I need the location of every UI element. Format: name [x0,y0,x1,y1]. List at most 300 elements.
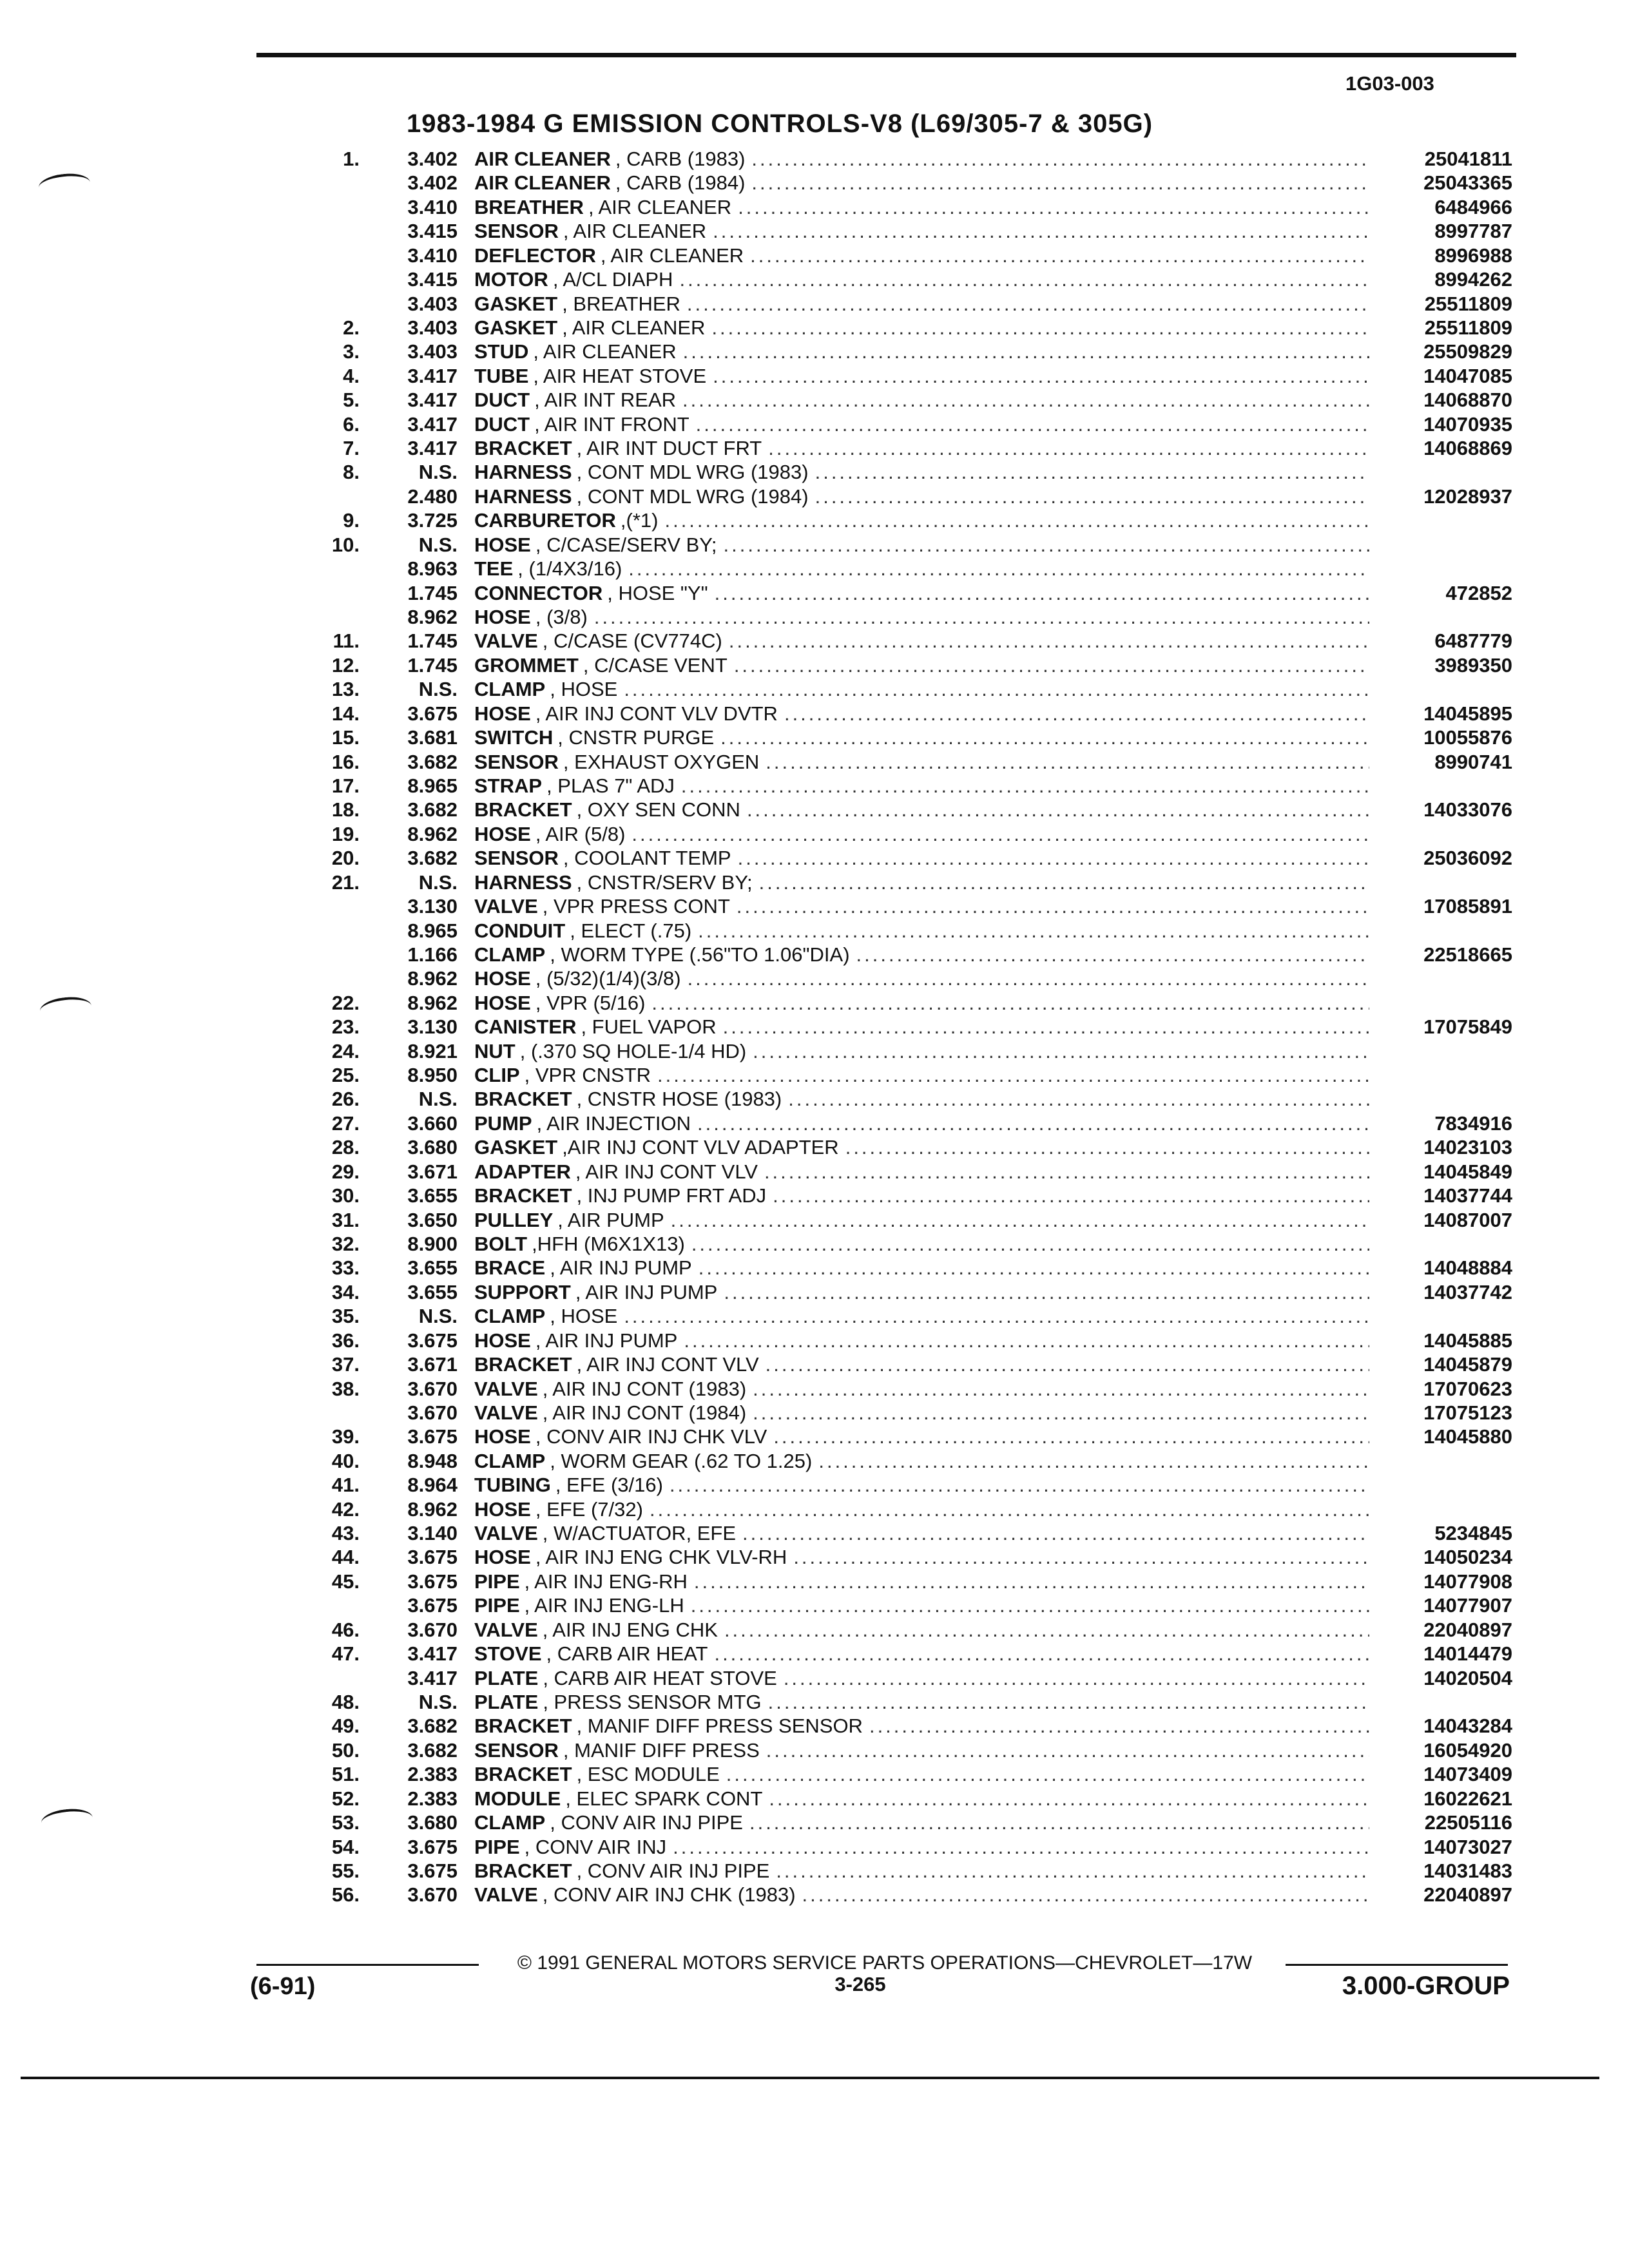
part-number: 14050234 [1423,1546,1512,1569]
part-number: 14068870 [1423,389,1512,412]
parts-row [303,1593,1518,1617]
part-spec: , BREATHER [562,292,680,315]
ref-number: 37. [331,1353,360,1376]
part-name: HARNESS [474,485,572,508]
part-description [474,1449,1369,1473]
parts-row [303,846,1518,870]
part-name: BRACKET [474,1859,572,1882]
part-number: 25041811 [1424,148,1512,170]
part-spec: , WORM GEAR (.62 TO 1.25) [550,1449,813,1472]
dot-leader [628,557,1369,581]
group-number: 3.130 [407,1015,458,1039]
part-spec: , CONV AIR INJ CHK VLV [535,1425,767,1448]
dot-leader [793,1545,1369,1569]
part-name: VALVE [474,1618,538,1641]
footer-copyright: © 1991 GENERAL MOTORS SERVICE PARTS OPERATIONS—CHEVROLET—17W [517,1952,1253,1974]
part-description [474,1593,1369,1617]
part-description [474,1015,1369,1039]
ref-number: 28. [331,1136,360,1159]
dot-leader [696,412,1369,436]
group-number: 3.415 [407,220,458,243]
part-description [474,798,1369,822]
parts-row [303,605,1518,629]
parts-list [303,147,1518,1907]
part-name: HOSE [474,1497,531,1521]
group-number: 3.410 [407,195,458,218]
part-description [474,1329,1369,1352]
dot-leader [698,919,1369,943]
ref-number: 1. [343,148,360,170]
group-number: 3.410 [407,244,458,267]
ref-number: 47. [331,1642,360,1666]
parts-row [303,702,1518,726]
group-number: 8.962 [407,1497,458,1521]
group-number: 1.166 [407,943,458,966]
part-name: VALVE [474,629,538,653]
group-number: 3.675 [407,1546,458,1569]
dot-leader [713,219,1369,243]
dot-leader [724,1618,1369,1642]
part-description [474,508,1369,532]
part-description [474,1135,1369,1159]
group-number: 3.403 [407,340,458,363]
group-number: 3.417 [407,412,458,436]
dot-leader [691,1232,1369,1256]
part-description [474,1111,1369,1135]
parts-row [303,1160,1518,1184]
group-number: 3.670 [407,1377,458,1400]
part-spec: , ESC MODULE [576,1763,720,1786]
part-description [474,1666,1369,1690]
part-name: PLATE [474,1691,539,1713]
part-description [474,1570,1369,1593]
part-spec: , AIR CLEANER [563,220,707,243]
part-name: GASKET [474,1136,558,1159]
dot-leader [671,1208,1369,1232]
part-name: HOSE [474,967,531,990]
ref-number: 38. [331,1377,360,1400]
part-number: 14045849 [1423,1160,1512,1183]
part-number: 14045880 [1423,1425,1512,1448]
ref-number: 41. [331,1474,360,1497]
parts-row [303,267,1518,291]
parts-row [303,1256,1518,1280]
group-number: 3.403 [407,316,458,339]
parts-row [303,1449,1518,1473]
part-number: 8996988 [1434,244,1512,267]
part-description [474,1377,1369,1401]
part-description [474,1304,1369,1328]
part-name: SENSOR [474,847,559,870]
part-description [474,1256,1369,1280]
dot-leader [737,894,1369,918]
parts-row [303,1208,1518,1232]
group-number: 8.964 [407,1474,458,1497]
part-spec: , CONV AIR INJ CHK (1983) [542,1883,796,1907]
group-number: 8.965 [407,919,458,942]
parts-row [303,894,1518,918]
ref-number: 29. [331,1160,360,1183]
part-number: 25509829 [1423,340,1512,363]
part-name: BREATHER [474,195,584,218]
part-number: 3989350 [1434,653,1512,677]
part-name: GROMMET [474,653,579,677]
part-spec: , AIR INJ CONT VLV DVTR [535,702,778,725]
part-number: 17085891 [1423,895,1512,918]
part-description [474,943,1369,966]
dot-leader [624,1304,1369,1328]
part-spec: , HOSE [550,1305,618,1328]
part-spec: , C/CASE/SERV BY; [535,533,717,556]
part-spec: , AIR INJ PUMP [535,1329,678,1352]
group-number: 8.950 [407,1064,458,1087]
part-number: 22040897 [1423,1883,1512,1907]
parts-row [303,1690,1518,1714]
part-description [474,1039,1369,1063]
part-number: 14043284 [1423,1715,1512,1738]
part-description [474,1545,1369,1569]
dot-leader [815,485,1369,508]
parts-row [303,1787,1518,1811]
part-name: CLAMP [474,943,546,966]
part-description [474,171,1369,195]
parts-row [303,629,1518,653]
part-spec: , EXHAUST OXYGEN [563,750,760,773]
part-number: 14045885 [1423,1329,1512,1352]
ref-number: 52. [331,1787,360,1810]
part-number: 14031483 [1423,1859,1512,1882]
ref-number: 25. [331,1064,360,1087]
group-number: 3.671 [407,1160,458,1183]
part-name: PULLEY [474,1208,554,1231]
dot-leader [766,1738,1369,1762]
part-spec: , CONT MDL WRG (1984) [576,485,809,508]
part-spec: , COOLANT TEMP [563,847,731,870]
binder-hole-mark [39,995,92,1022]
part-number: 8990741 [1434,750,1512,773]
parts-row [303,1642,1518,1666]
part-name: CANISTER [474,1015,577,1039]
group-number: 8.948 [407,1449,458,1472]
part-spec: , (.370 SQ HOLE-1/4 HD) [519,1039,747,1062]
group-number: 1.745 [407,629,458,653]
part-description [474,1401,1369,1425]
ref-number: 8. [343,461,360,484]
part-description [474,533,1369,557]
part-spec: , (1/4X3/16) [517,557,622,581]
ref-number: 30. [331,1184,360,1207]
part-name: GASKET [474,292,558,315]
part-description [474,581,1369,605]
parts-row [303,1497,1518,1521]
parts-row [303,1835,1518,1859]
part-number: 5234845 [1434,1522,1512,1545]
part-number: 14087007 [1423,1208,1512,1231]
dot-leader [687,292,1369,316]
dot-leader [764,1160,1369,1184]
ref-number: 32. [331,1232,360,1255]
part-description [474,147,1369,171]
dot-leader [714,1642,1369,1666]
dot-leader [802,1883,1369,1907]
parts-row [303,1063,1518,1087]
ref-number: 34. [331,1280,360,1303]
ref-number: 5. [343,389,360,412]
parts-row [303,292,1518,316]
part-spec: , W/ACTUATOR, EFE [542,1522,737,1545]
parts-row [303,1473,1518,1497]
part-spec: , VPR (5/16) [535,991,646,1014]
part-name: PLATE [474,1666,539,1689]
part-number: 472852 [1445,581,1512,604]
parts-row [303,943,1518,966]
part-name: PUMP [474,1111,532,1135]
part-name: BRACKET [474,1763,572,1786]
part-description [474,870,1369,894]
part-spec: , C/CASE VENT [583,653,728,677]
part-name: HARNESS [474,461,572,484]
part-description [474,1160,1369,1184]
parts-row [303,1352,1518,1376]
part-description [474,557,1369,581]
parts-row [303,219,1518,243]
part-spec: , ELEC SPARK CONT [565,1787,763,1810]
parts-row [303,244,1518,267]
part-spec: , CONV AIR INJ PIPE [550,1811,743,1834]
parts-row [303,1135,1518,1159]
group-number: 3.417 [407,364,458,387]
dot-leader [723,1015,1369,1039]
dot-leader [818,1449,1369,1473]
parts-row [303,966,1518,990]
part-number: 7834916 [1434,1111,1512,1135]
part-name: TEE [474,557,514,581]
part-spec: , WORM TYPE (.56"TO 1.06"DIA) [550,943,850,966]
group-number: 8.921 [407,1039,458,1062]
part-name: BRACKET [474,1184,572,1207]
binder-hole-mark [40,1807,93,1834]
parts-row [303,750,1518,774]
part-name: HOSE [474,702,531,725]
part-description [474,1835,1369,1859]
part-spec: , AIR INT FRONT [534,412,689,436]
parts-row [303,171,1518,195]
part-number: 14073027 [1423,1835,1512,1858]
dot-leader [594,605,1369,629]
part-name: HARNESS [474,870,572,894]
part-description [474,1352,1369,1376]
part-number: 25511809 [1424,292,1512,315]
parts-row [303,195,1518,219]
part-spec: , CONV AIR INJ [524,1835,667,1858]
dot-leader [784,1666,1369,1690]
part-name: NUT [474,1039,516,1062]
ref-number: 39. [331,1425,360,1448]
part-description [474,219,1369,243]
dot-leader [759,870,1369,894]
part-name: HOSE [474,822,531,845]
part-description [474,1762,1369,1786]
part-spec: , AIR INJ CONT (1984) [542,1401,747,1424]
part-description [474,1208,1369,1232]
group-number: 3.682 [407,1715,458,1738]
footer-rule-left [256,1964,479,1966]
dot-leader [720,726,1369,749]
dot-leader [845,1135,1369,1159]
ref-number: 48. [331,1691,360,1713]
parts-row [303,1401,1518,1425]
group-number: 3.650 [407,1208,458,1231]
bottom-rule [21,2077,1599,2079]
ref-number: 10. [331,533,360,556]
part-description [474,1618,1369,1642]
parts-row [303,1304,1518,1328]
parts-row [303,1762,1518,1786]
part-name: STRAP [474,774,543,797]
ref-number: 45. [331,1570,360,1593]
part-description [474,750,1369,774]
parts-row [303,1738,1518,1762]
ref-number: 4. [343,364,360,387]
ref-number: 23. [331,1015,360,1039]
parts-row [303,798,1518,822]
part-description [474,774,1369,798]
part-spec: , CNSTR PURGE [557,726,715,749]
parts-row [303,822,1518,846]
parts-row [303,316,1518,340]
group-number: 8.962 [407,967,458,990]
dot-leader [684,1329,1369,1352]
dot-leader [679,267,1369,291]
dot-leader [773,1184,1369,1207]
part-spec: ,HFH (M6X1X13) [532,1232,685,1255]
part-name: GASKET [474,316,558,339]
parts-row [303,508,1518,532]
group-number: 3.682 [407,847,458,870]
ref-number: 2. [343,316,360,339]
group-number: 3.670 [407,1618,458,1641]
part-name: BRACE [474,1256,546,1280]
parts-row [303,1521,1518,1545]
dot-leader [670,1473,1369,1497]
group-number: 3.130 [407,895,458,918]
ref-number: 19. [331,822,360,845]
dot-leader [724,533,1369,557]
part-spec: , CONT MDL WRG (1983) [576,461,809,484]
part-spec: , AIR (5/8) [535,822,626,845]
dot-leader [699,1256,1369,1280]
ref-number: 40. [331,1449,360,1472]
ref-number: 50. [331,1738,360,1762]
part-description [474,316,1369,340]
group-number: 3.675 [407,1329,458,1352]
part-description [474,726,1369,749]
group-number: N.S. [418,870,458,894]
dot-leader [657,1063,1369,1087]
group-number: 3.402 [407,171,458,195]
part-description [474,822,1369,846]
part-spec: , AIR INJECTION [536,1111,691,1135]
part-description [474,1811,1369,1834]
part-description [474,846,1369,870]
part-number: 16022621 [1423,1787,1512,1810]
part-spec: , AIR PUMP [557,1208,664,1231]
part-description [474,991,1369,1015]
page-title: 1983-1984 G EMISSION CONTROLS-V8 (L69/305-7 & 305G) [406,110,1153,138]
dot-leader [724,1280,1369,1304]
part-spec: , CARB AIR HEAT STOVE [543,1666,777,1689]
group-number: 3.682 [407,1738,458,1762]
group-number: 8.962 [407,991,458,1014]
group-number: 3.675 [407,1594,458,1617]
dot-leader [738,195,1369,219]
group-number: 3.415 [407,268,458,291]
part-spec: , C/CASE (CV774C) [542,629,722,653]
dot-leader [768,1690,1369,1714]
part-description [474,1232,1369,1256]
group-number: 3.675 [407,702,458,725]
ref-number: 11. [333,629,360,653]
dot-leader [673,1835,1369,1859]
part-spec: , AIR INJ ENG-LH [524,1594,684,1617]
parts-row [303,1666,1518,1690]
part-name: HOSE [474,606,531,629]
part-number: 22505116 [1424,1811,1512,1834]
parts-row [303,1232,1518,1256]
part-spec: , CARB AIR HEAT [546,1642,708,1666]
group-number: 1.745 [407,653,458,677]
group-number: 8.962 [407,822,458,845]
parts-row [303,1377,1518,1401]
group-number: N.S. [418,1088,458,1111]
parts-row [303,460,1518,484]
parts-row [303,991,1518,1015]
part-name: HOSE [474,1425,531,1448]
group-number: 3.417 [407,389,458,412]
part-spec: , CONV AIR INJ PIPE [576,1859,770,1882]
ref-number: 17. [331,774,360,797]
part-description [474,919,1369,943]
parts-row [303,726,1518,749]
part-name: AIR CLEANER [474,148,611,170]
part-description [474,653,1369,677]
ref-number: 53. [331,1811,360,1834]
group-number: 3.402 [407,148,458,170]
part-spec: , CARB (1984) [615,171,746,195]
part-spec: , INJ PUMP FRT ADJ [576,1184,767,1207]
part-description [474,244,1369,267]
group-number: 3.660 [407,1111,458,1135]
dot-leader [631,822,1369,846]
parts-row [303,1545,1518,1569]
group-number: 3.675 [407,1835,458,1858]
part-number: 14045895 [1423,702,1512,725]
part-description [474,1690,1369,1714]
part-number: 14033076 [1423,798,1512,822]
parts-row [303,533,1518,557]
part-name: DUCT [474,412,530,436]
parts-row [303,1329,1518,1352]
part-number: 17070623 [1423,1377,1512,1400]
part-name: HOSE [474,1329,531,1352]
group-number: 3.682 [407,798,458,822]
parts-row [303,388,1518,412]
part-description [474,1859,1369,1883]
part-spec: , VPR CNSTR [524,1064,651,1087]
parts-row [303,1087,1518,1111]
parts-row [303,485,1518,508]
part-spec: , AIR INT DUCT FRT [576,437,762,460]
